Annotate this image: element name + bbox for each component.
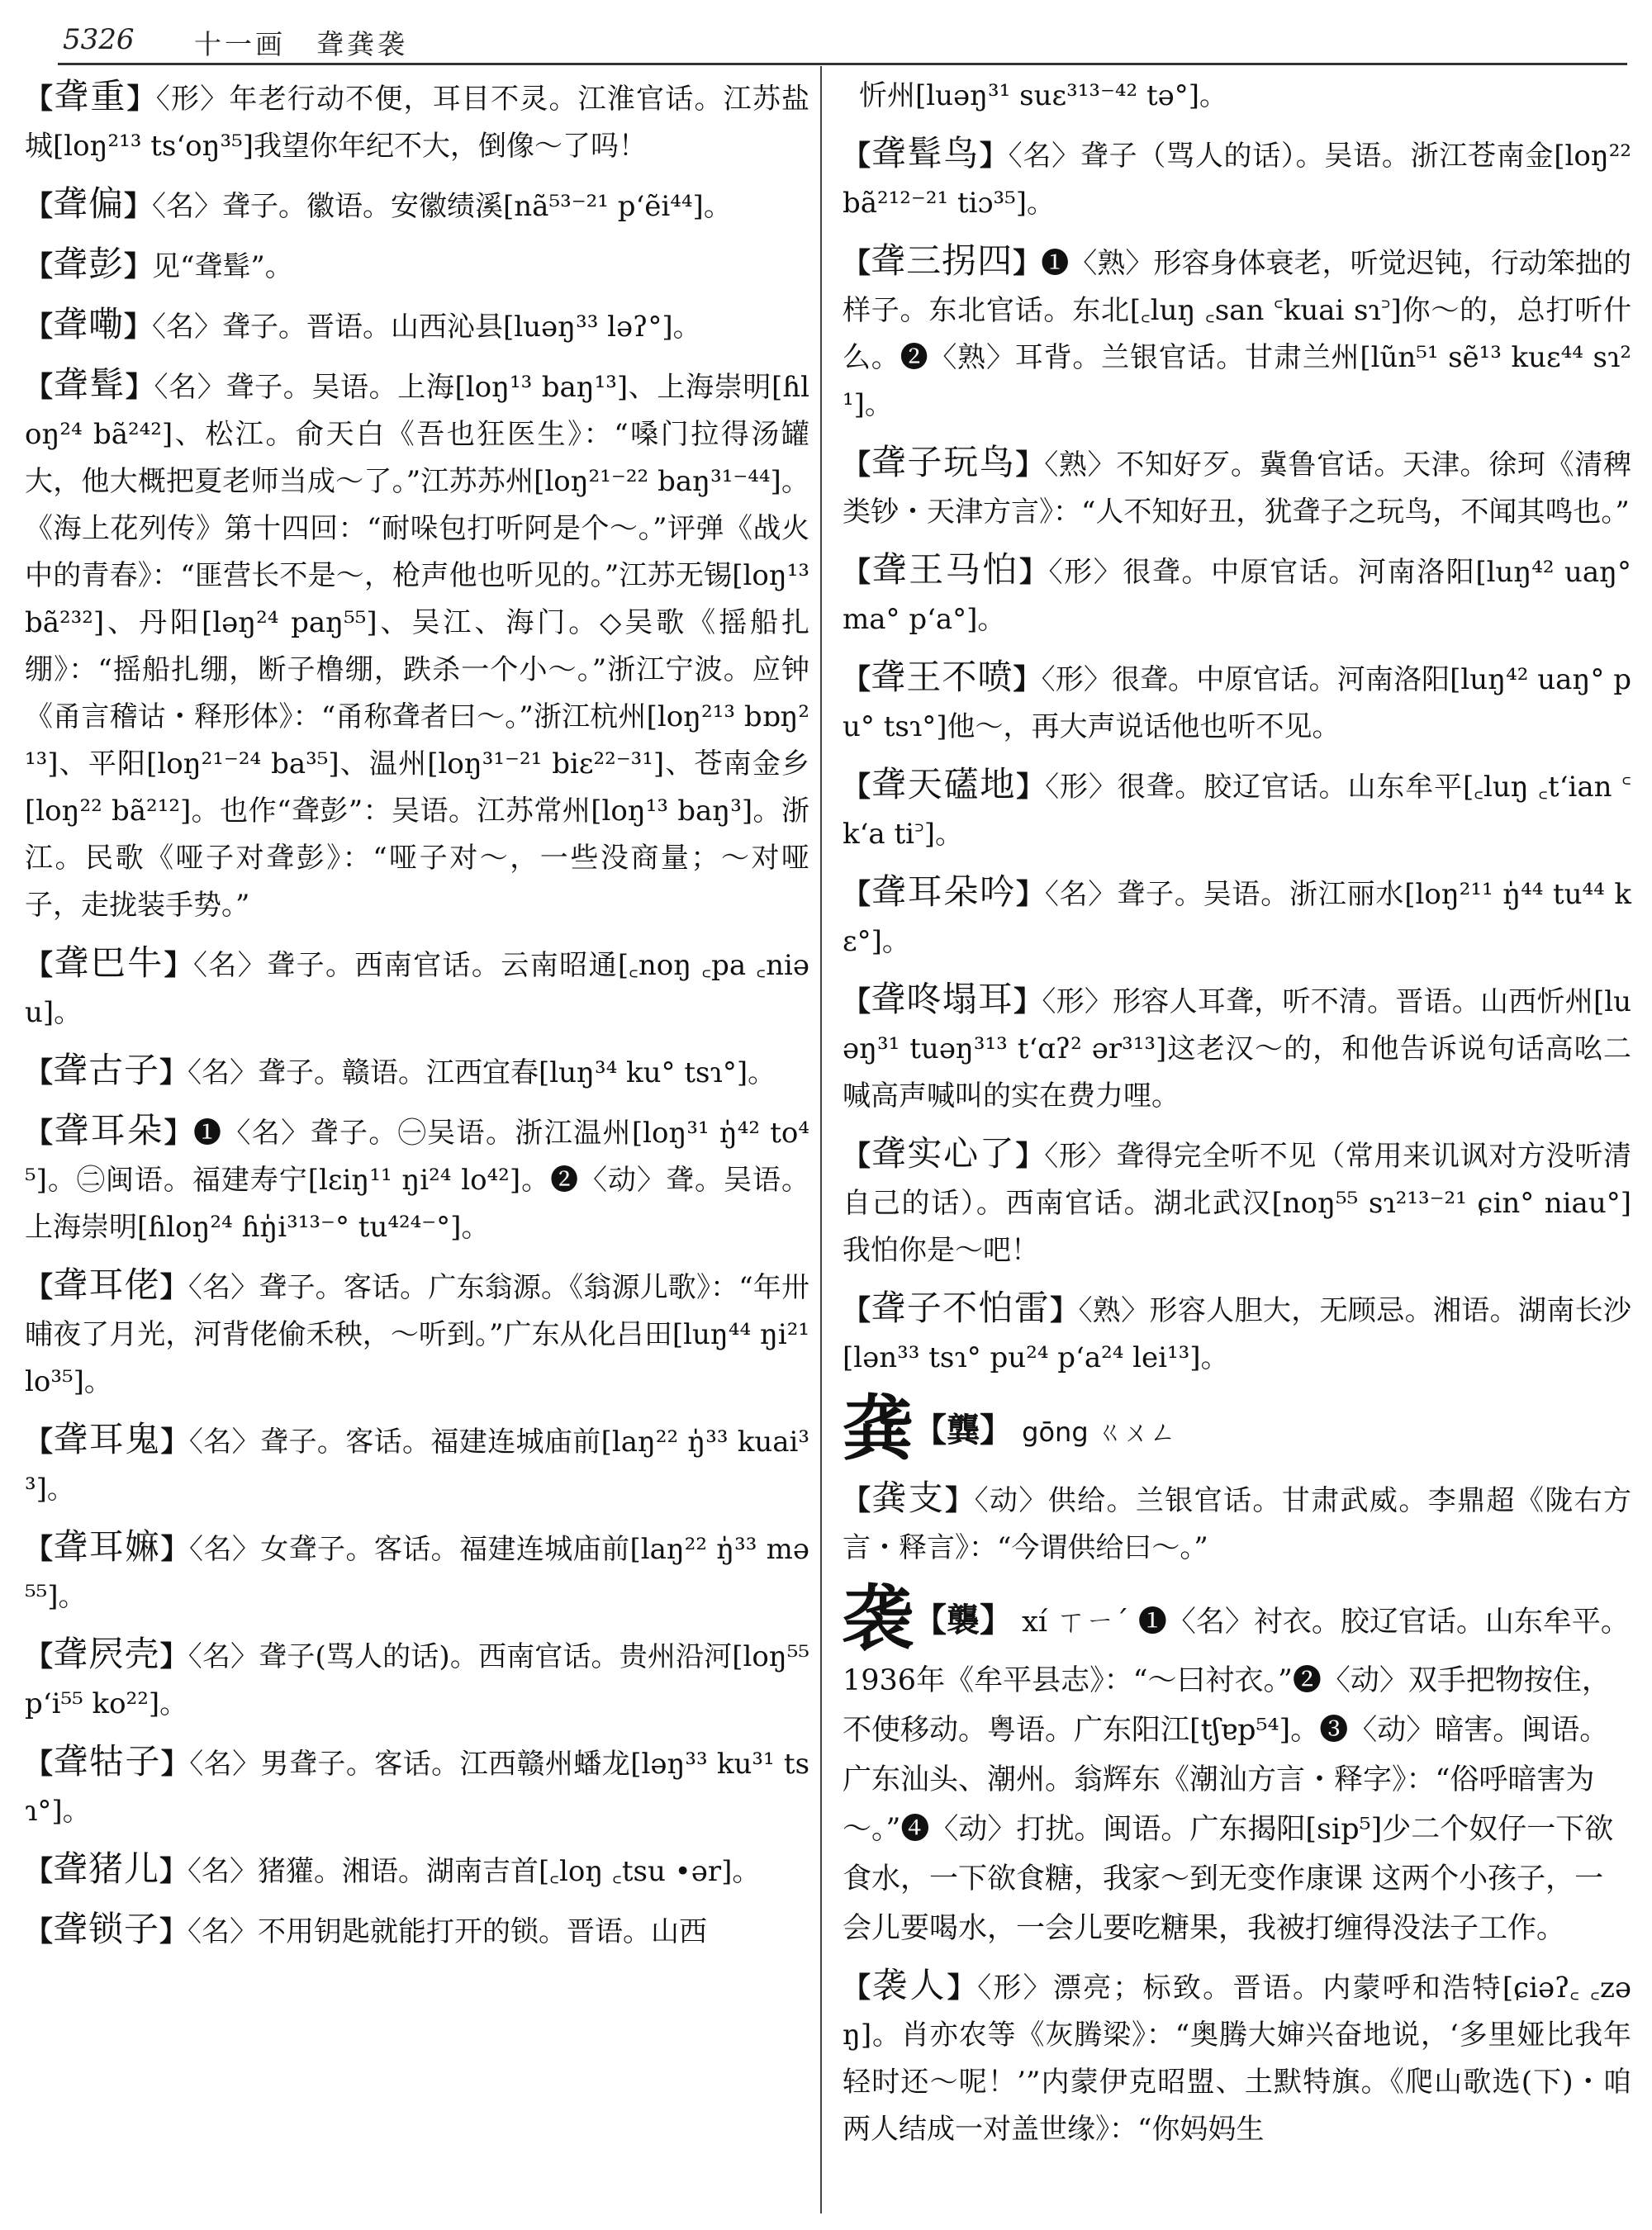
bracket-open: 【 [25,949,55,982]
dictionary-entry [25,1738,809,1835]
bracket-close: 】 [160,1748,190,1781]
bracket-open: 【 [843,663,871,696]
dictionary-entry [843,1284,1631,1382]
dictionary-entry [25,1630,809,1728]
bracket-close: 】 [124,190,153,223]
definition-text: 〈名〉猪獾。湘语。湖南吉首[꜀loŋ ꜀tsu •ər]。 [188,1855,761,1888]
bracket-close: 】 [947,1971,978,2005]
bracket-close: 】 [124,311,153,344]
bracket-open: 【 [843,1140,871,1173]
bracket-open: 【 [843,1484,872,1517]
definition-text: 见“聋髶”。 [152,250,293,283]
dictionary-entry [25,361,809,929]
headword: 聋偏 [53,183,125,224]
dictionary-entry [843,975,1631,1120]
left-column [25,73,809,1966]
headword: 聋三拐四 [871,240,1014,281]
definition-text: xí ㄒㄧˊ ❶〈名〉衬衣。胶辽官话。山东牟平。1936年《牟平县志》：“～曰衬衣。”❷〈动〉双手把物按住，不使移动。粤语。广东阳江[tʃɐp⁵⁴]。❸〈动〉暗害。闽语。广东汕头、潮州。翁辉东《潮汕方言・释字》：“俗呼暗害为～。”❹〈动〉打扰。闽语。广东揭阳[sip⁵]少二个奴仔一下欲食水，一下欲食糖，我家～到无变作康课 这两个小孩子，一会儿要喝水，一会儿要吃糖果，我被打缠得没法子工作。 [843,1606,1630,1945]
dictionary-entry [843,653,1631,751]
definition-text: 〈名〉聋子。客话。广东翁源。《翁源儿歌》：“年卅晡夜了月光，河背佬偷禾秧，～听到。”广东从化吕田[luŋ⁴⁴ ŋi²¹ lo³⁵]。 [25,1271,809,1398]
bracket-open: 【 [25,1915,53,1948]
headword: 袭人 [872,1965,947,2005]
dictionary-entry [25,240,809,291]
bracket-close: 】 [164,1117,193,1150]
headword: 龚支 [871,1478,946,1518]
dictionary-entry [843,868,1631,966]
definition-text: 〈形〉很聋。中原官话。河南洛阳[luŋ⁴² uaŋ° pu° tsɿ°]他～，再大声说话他也听不见。 [843,663,1632,743]
definition-text: 〈名〉聋子。吴语。上海[loŋ¹³ baŋ¹³]、上海崇明[ɦloŋ²⁴ bã²⁴²]、松江。俞天白《吾也狂医生》：“嗓门拉得汤罐大，他大概把夏老师当成～了。”江苏苏州[loŋ²¹⁻²² baŋ³¹⁻⁴⁴]。《海上花列传》第十四回：“耐哚包打听阿是个～。”评弹《战火中的青春》：“匪营长不是～，枪声他也听见的。”江苏无锡[loŋ¹³ bã²³²]、丹阳[ləŋ²⁴ paŋ⁵⁵]、吴江、海门。◇吴歌《摇船扎绷》：“摇船扎绷，断子橹绷，跌杀一个小～。”浙江宁波。应钟《甬言稽诂・释形体》：“甬称聋者曰～。”浙江杭州[loŋ²¹³ bɒŋ²¹³]、平阳[loŋ²¹⁻²⁴ ba³⁵]、温州[loŋ³¹⁻²¹ biɛ²²⁻³¹]、苍南金乡[loŋ²² bã²¹²]。也作“聋彭”：吴语。江苏常州[loŋ¹³ baŋ³]。浙江。民歌《哑子对聋彭》：“哑子对～，一些没商量；～对哑子，走拢装手势。” [25,371,809,922]
headword: 聋重 [54,76,127,116]
definition-text: 〈形〉很聋。中原官话。河南洛阳[luŋ⁴² uaŋ° ma° p‘a°]。 [843,556,1631,636]
headword: 聋耳鬼 [53,1419,161,1459]
headword: 聋子不怕雷 [871,1288,1051,1328]
headword: 聋子玩鸟 [871,442,1016,482]
bracket-open: 【 [843,556,872,589]
definition-text: 〈名〉聋子。西南官话。云南昭通[꜀noŋ ꜀pa ꜀niəu]。 [25,949,810,1029]
bracket-close: 】 [159,1271,188,1304]
bracket-open: 【 [25,250,53,283]
headword: 聋屄壳 [53,1634,160,1674]
definition-text: 〈名〉聋子。赣语。江西宜春[luŋ³⁴ ku° tsɿ°]。 [188,1056,776,1089]
bracket-close: 】 [1050,1294,1079,1327]
headword: 聋咚塌耳 [871,979,1014,1019]
bracket-close: 】 [159,1855,188,1888]
definition-text: 〈形〉年老行动不便，耳目不灵。江淮官话。江苏盐城[loŋ²¹³ ts‘oŋ³⁵]我望你年纪不大，倒像～了吗！ [25,83,810,163]
head-character-xi [843,1577,1631,1953]
definition-text: 〈名〉女聋子。客话。福建连城庙前[laŋ²² ŋ̍³³ mə⁵⁵]。 [25,1533,809,1613]
entry-group-b [843,1474,1631,1572]
bracket-close: 】 [159,1640,188,1673]
column-divider [820,66,822,2213]
bracket-open: 【 [25,311,53,344]
dictionary-entry [843,1962,1631,2153]
entry-group-c [843,1962,1631,2153]
dictionary-entry [25,1905,809,1956]
bracket-close: 】 [1013,247,1042,280]
bracket-open: 【 [25,1426,54,1459]
definition-text: 〈名〉男聋子。客话。江西赣州蟠龙[ləŋ³³ ku³¹ tsɿ°]。 [25,1748,810,1828]
dictionary-entry [25,1523,809,1620]
headword: 聋耳嫲 [53,1526,161,1567]
definition-text: 〈形〉很聋。胶辽官话。山东牟平[꜀luŋ ꜀t‘ian ꜂k‘a ti꜄]。 [843,771,1631,851]
dictionary-entry [843,546,1631,643]
dictionary-entry [843,761,1631,858]
headword: 聋天礚地 [871,764,1017,804]
section-title: 十一画 聋龚袭 [194,28,408,60]
traditional-form: 【龔】 [914,1411,1013,1450]
right-column [843,73,1631,2163]
definition-text: 〈形〉聋得完全听不见（常用来讥讽对方没听清自己的话）。西南官话。湖北武汉[noŋ⁵⁵ sɿ²¹³⁻²¹ ɕin° niau°]我怕你是～吧！ [843,1140,1632,1267]
page-header [58,20,1627,61]
bracket-open: 【 [25,1117,55,1150]
definition-text: 〈形〉漂亮；标致。晋语。内蒙呼和浩特[ɕiəʔ꜀ ꜀zəŋ]。肖亦农等《灰腾梁》：“奥腾大婶兴奋地说，‘多里娅比我年轻时还～呢！’”内蒙伊克昭盟、土默特旗。《爬山歌选(下)・咱两人结成一对盖世缘》：“你妈妈生 [843,1971,1631,2146]
dictionary-entry [25,1261,809,1406]
dictionary-entry [25,1845,809,1896]
continuation-text: 忻州[luəŋ³¹ suɛ³¹³⁻⁴² tə°]。 [859,79,1228,112]
head-character-gong [843,1387,1631,1470]
dictionary-entry [25,73,809,170]
bracket-open: 【 [843,1294,871,1327]
definition-text: 〈形〉形容人耳聋，听不清。晋语。山西忻州[luəŋ³¹ tuəŋ³¹³ t‘ɑʔ² ər³¹³]这老汉～的，和他告诉说句话高吆二喊高声喊叫的实在费力哩。 [843,985,1631,1113]
headword: 聋耳朵吟 [871,871,1017,912]
definition-text: 〈名〉聋子。晋语。山西沁县[luəŋ³³ ləʔ°]。 [152,311,701,344]
bracket-open: 【 [843,771,871,804]
dictionary-entry [25,180,809,230]
bracket-close: 】 [1015,448,1045,482]
bracket-close: 】 [125,371,154,404]
definition-text: 〈名〉聋子。客话。福建连城庙前[laŋ²² ŋ̍³³ kuai³³]。 [25,1426,809,1506]
definition-text: 〈熟〉不知好歹。冀鲁官话。天津。徐珂《清稗类钞・天津方言》：“人不知好丑，犹聋子之玩鸟，不闻其鸣也。” [843,448,1632,529]
definition-text: 〈名〉不用钥匙就能打开的锁。晋语。山西 [188,1915,708,1948]
bracket-open: 【 [25,371,54,404]
definition-text: 〈名〉聋子。吴语。浙江丽水[loŋ²¹¹ ŋ̍⁴⁴ tu⁴⁴ kɛ°]。 [843,878,1632,958]
headword: 聋巴牛 [54,942,164,983]
bracket-close: 】 [159,1056,188,1089]
head-char: 龚 [843,1387,914,1470]
bracket-open: 【 [25,1855,53,1888]
header-rule [58,63,1627,65]
definition-text: 〈名〉聋子。徽语。安徽绩溪[nã⁵³⁻²¹ p‘ẽi⁴⁴]。 [152,190,732,223]
bracket-open: 【 [25,1271,54,1304]
definition-text: 〈熟〉形容人胆大，无顾忌。湘语。湖南长沙[lən³³ tsɿ° pu²⁴ p‘a²⁴ lei¹³]。 [843,1294,1632,1374]
headword: 聋髶鸟 [871,133,980,173]
bracket-close: 】 [1016,878,1045,911]
definition-text: ❶〈名〉聋子。㊀吴语。浙江温州[loŋ³¹ ŋ̍⁴² to⁴⁵]。㊁闽语。福建寿宁[lɛiŋ¹¹ ŋi²⁴ lo⁴²]。❷〈动〉聋。吴语。上海崇明[ɦloŋ²⁴ ɦŋ̍i³¹³⁻° tu⁴²⁴⁻°]。 [25,1117,810,1244]
dictionary-entry [25,939,809,1037]
head-char: 袭 [843,1577,914,1660]
bracket-open: 【 [25,1056,53,1089]
bracket-close: 】 [1018,556,1049,589]
headword: 聋牯子 [53,1741,161,1782]
bracket-close: 】 [1015,1140,1045,1173]
bracket-close: 】 [945,1484,975,1517]
bracket-close: 】 [124,250,153,283]
dictionary-entry [25,1107,809,1251]
bracket-close: 】 [1014,985,1042,1018]
bracket-open: 【 [25,83,55,116]
bracket-close: 】 [159,1915,188,1948]
headword: 聋耳朵 [54,1110,164,1151]
dictionary-entry [843,1130,1631,1274]
dictionary-entry [843,1474,1631,1572]
dictionary-entry [25,1416,809,1513]
headword: 聋王马怕 [871,549,1019,590]
headword: 聋猪儿 [53,1848,160,1889]
dictionary-entry [25,1046,809,1097]
dictionary-entry [25,301,809,351]
page-number: 5326 [63,23,135,56]
bracket-open: 【 [843,247,871,280]
headword: 聋王不喷 [871,657,1014,697]
bracket-close: 】 [126,83,156,116]
headword: 聋锁子 [53,1909,160,1949]
bracket-close: 】 [164,949,193,982]
headword: 聋嘞 [53,304,125,344]
bracket-close: 】 [160,1426,189,1459]
traditional-form: 【襲】 [914,1601,1013,1639]
definition-text: 〈动〉供给。兰银官话。甘肃武威。李鼎超《陇右方言・释言》：“今谓供给曰～。” [843,1484,1632,1564]
bracket-open: 【 [25,1533,54,1566]
bracket-open: 【 [843,1971,873,2005]
bracket-open: 【 [25,190,53,223]
bracket-open: 【 [843,878,871,911]
headword: 聋彭 [53,244,125,284]
dictionary-entry [843,130,1631,227]
bracket-close: 】 [1016,771,1046,804]
headword: 聋古子 [53,1050,160,1090]
headword: 聋耳佬 [53,1264,160,1305]
dictionary-entry [843,237,1631,429]
pronunciation: gōng ㄍㄨㄥ [1022,1416,1176,1448]
definition-text: 〈名〉聋子（骂人的话）。吴语。浙江苍南金[loŋ²² bã²¹²⁻²¹ tiɔ³⁵]。 [843,140,1631,220]
bracket-open: 【 [25,1640,54,1673]
dictionary-entry [843,439,1631,536]
definition-text: ❶〈熟〉形容身体衰老，听觉迟钝，行动笨拙的样子。东北官话。东北[꜀luŋ ꜀san ꜂kuai sɿ꜄]你～的，总打听什么。❷〈熟〉耳背。兰银官话。甘肃兰州[lũn⁵¹ sẽ¹³ kuɛ⁴⁴ sɿ²¹]。 [843,247,1632,421]
bracket-open: 【 [843,985,871,1018]
bracket-close: 】 [979,140,1009,173]
bracket-close: 】 [160,1533,190,1566]
bracket-open: 【 [25,1748,54,1781]
definition-text: 〈名〉聋子(骂人的话)。西南官话。贵州沿河[loŋ⁵⁵ p‘i⁵⁵ ko²²]。 [25,1640,810,1720]
bracket-close: 】 [1013,663,1042,696]
headword: 聋实心了 [871,1133,1016,1174]
bracket-open: 【 [843,140,871,173]
headword: 聋髶 [53,364,126,405]
entry-group-a [843,130,1631,1382]
bracket-open: 【 [843,448,871,482]
